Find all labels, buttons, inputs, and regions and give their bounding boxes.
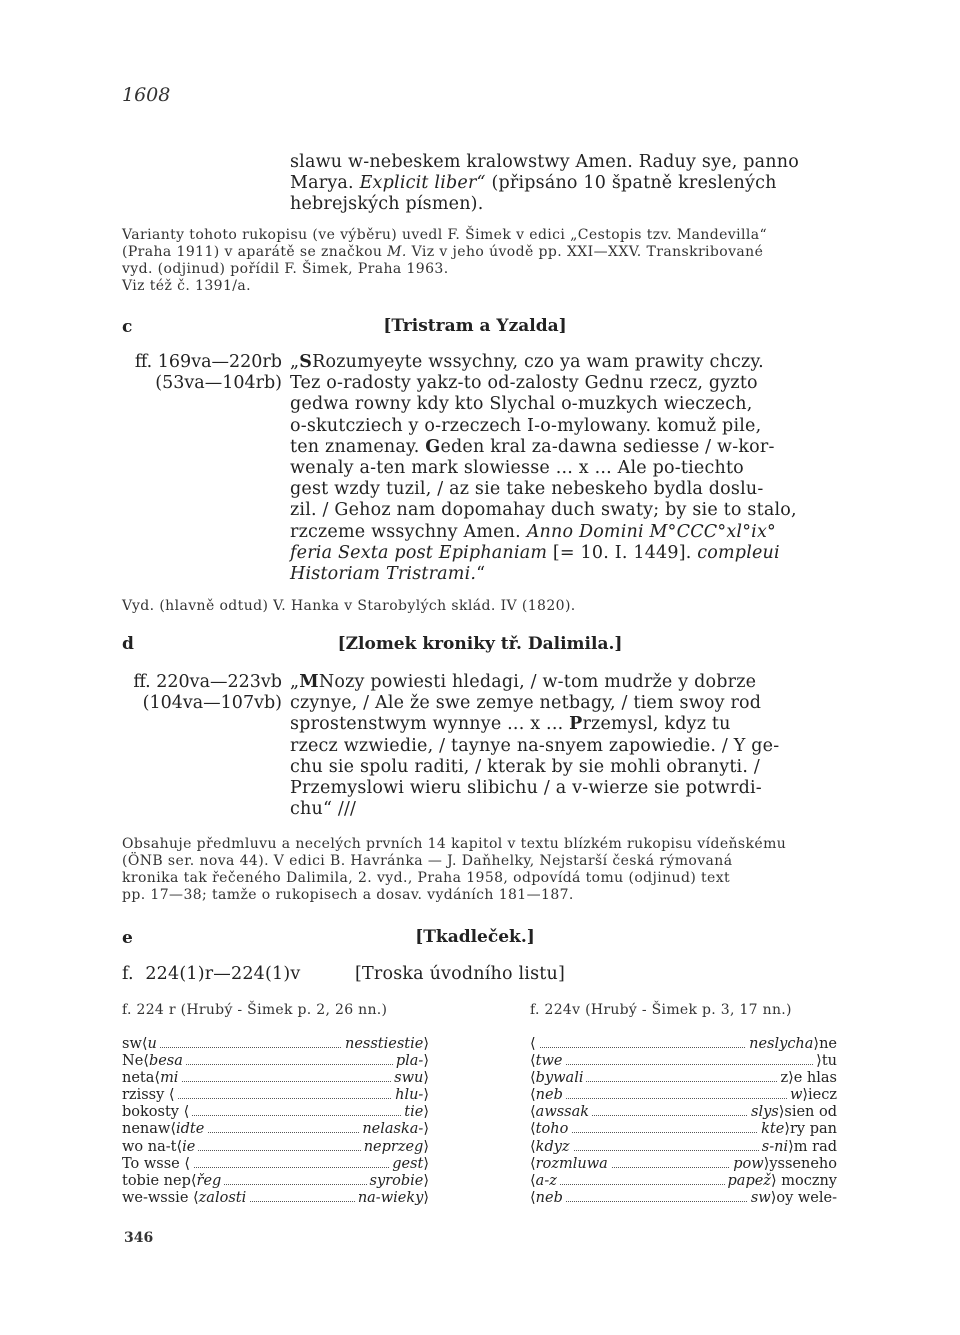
running-head: 1608 (122, 84, 171, 106)
left-fragment-head: f. 224 r (Hrubý - Šimek p. 2, 26 nn.) (122, 1002, 388, 1018)
c-line-8: zil. / Gehoz nam dopomahay duch swaty; by sie to stalo, (290, 500, 797, 521)
fragment-text: ⟩ (423, 1155, 429, 1172)
fragment-text: ⟨ (530, 1138, 536, 1155)
c-quote: „ (290, 352, 300, 372)
fragment-reconstruction: swu (394, 1070, 424, 1087)
right-fragment-row (530, 1173, 837, 1190)
d-note-3: kronika tak řečeného Dalimila, 2. vyd., Praha 1958, odpovídá tomu (odjinud) text (122, 870, 731, 886)
fragment-reconstruction: zalosti (198, 1189, 247, 1206)
fragment-reconstruction: twe (535, 1053, 563, 1070)
fragment-text: ⟩ry pan (784, 1121, 837, 1138)
left-fragment-row-right (392, 1087, 429, 1104)
left-fragment-row (122, 1173, 429, 1190)
right-fragment-row (530, 1087, 837, 1104)
fragment-text: Ne⟨ (122, 1053, 149, 1070)
note-line-2 (122, 244, 837, 261)
fragment-text: nenaw⟨ (122, 1121, 176, 1138)
left-fragment-row-left (122, 1139, 198, 1156)
fragment-reconstruction: sw (750, 1189, 771, 1206)
fragment-reconstruction: slys (751, 1104, 779, 1121)
right-fragment-row-right (730, 1156, 837, 1173)
section-e-folio-title: [Troska úvodního listu] (355, 964, 566, 984)
fragment-reconstruction: hlu- (395, 1087, 424, 1104)
fragment-text: neta⟨ (122, 1070, 161, 1087)
fragment-reconstruction: neb (535, 1189, 563, 1206)
right-fragment-row-left (530, 1173, 560, 1190)
fragment-text: ⟩ (423, 1104, 429, 1121)
fragment-reconstruction: neslycha (749, 1036, 814, 1052)
c-endquote: “ (476, 564, 486, 585)
fragment-reconstruction: na-wieky (357, 1189, 424, 1206)
fragment-reconstruction: a-z (535, 1172, 557, 1189)
top-line-2c: (připsáno 10 špatně kreslených (485, 173, 777, 194)
fragment-text: ⟩ moczny (770, 1172, 837, 1189)
left-fragment-row-right (361, 1139, 429, 1156)
c-initial-g: G (425, 436, 441, 457)
left-fragment-row-right (367, 1173, 429, 1190)
left-fragment-row-left (122, 1190, 249, 1207)
c-line-6: wenaly a-ten mark slowiesse ... x ... Ale po-tiechto (290, 458, 744, 479)
left-fragment-row (122, 1156, 429, 1173)
fragment-text: ⟩m rad (788, 1138, 837, 1155)
c-line-1-text: Rozumyeyte wssychny, czo ya wam prawity chczy. (312, 352, 764, 372)
note-line-3: vyd. (odjinud) pořídil F. Šimek, Praha 1963. (122, 261, 449, 277)
d-line-3 (290, 714, 835, 735)
left-fragment-row (122, 1053, 429, 1070)
d-line-3a: sprostenstwym wynnye ... x ... (290, 714, 570, 735)
top-note (122, 227, 837, 295)
c-line-9 (290, 522, 835, 543)
fragment-text: ⟩iecz (802, 1087, 837, 1104)
c-initial: S (299, 352, 313, 372)
c-line-5c: eden kral za-dawna sediesse / w-kor- (440, 436, 775, 457)
fragment-reconstruction: awssak (535, 1104, 590, 1121)
note-line-2c: Viz v jeho úvodě pp. XXI—XXV. Transkribované (406, 244, 764, 260)
right-fragment-row-left (530, 1156, 611, 1173)
section-c-folio (100, 352, 282, 394)
section-e-title: [Tkadleček.] (415, 927, 535, 947)
fragment-text: ⟩ (423, 1172, 429, 1189)
fragment-text: ⟨ (530, 1036, 536, 1052)
right-fragment-row (530, 1139, 837, 1156)
fragment-text: ⟨ (530, 1070, 536, 1087)
right-fragment-row-left (530, 1070, 586, 1087)
fragment-reconstruction: tie (404, 1104, 424, 1121)
fragment-reconstruction: toho (535, 1121, 569, 1138)
c-line-3: gedwa rowny kdy kto Slychal o-muzkych wieczech, (290, 394, 753, 415)
d-line-3c: rzemysl, kdyz tu (582, 714, 731, 735)
section-e-folio: f. 224(1)r—224(1)v (122, 964, 301, 984)
d-line-7: chu“ /// (290, 799, 357, 820)
d-initial: M (299, 672, 319, 692)
fragment-reconstruction: besa (148, 1053, 183, 1070)
left-fragment-row (122, 1121, 429, 1138)
left-fragment-row (122, 1104, 429, 1121)
left-fragment-row (122, 1070, 429, 1087)
section-d-folio-1: ff. 220va—223vb (133, 672, 282, 692)
fragment-text: ⟩ (423, 1070, 429, 1087)
d-note-4: pp. 17—38; tamže o rukopisech a dosav. vydáních 181—187. (122, 887, 574, 903)
right-fragment-row-right (787, 1087, 837, 1104)
right-fragment-row-left (530, 1190, 566, 1207)
d-line-1-text: Nozy powiesti hledagi, / w-tom mudrže y dobrze (318, 672, 757, 692)
right-fragment-row (530, 1156, 837, 1173)
fragment-reconstruction: nesstiestie (344, 1036, 424, 1052)
fragment-text: sw⟨ (122, 1036, 148, 1052)
right-fragment-row-left (530, 1104, 592, 1121)
right-fragment-row-left (530, 1139, 573, 1156)
c-compleui: compleui (697, 542, 780, 563)
fragment-text: ⟨ (530, 1087, 536, 1104)
fragment-text: ⟩sien od (778, 1104, 837, 1121)
d-line-6: Przemyslowi wieru slibichu / a v-wierze sie potwrdi- (290, 778, 762, 799)
fragment-text: ⟨ (530, 1189, 536, 1206)
fragment-text: ⟩ (423, 1121, 429, 1138)
section-d-folio-2: (104va—107vb) (142, 693, 282, 714)
left-fragment-row-right (401, 1104, 429, 1121)
d-line-1 (290, 672, 835, 693)
fragment-text: ⟩tu (816, 1053, 837, 1070)
top-line-2 (290, 173, 835, 194)
d-note-1: Obsahuje předmluvu a necelých prvních 14 kapitol v textu blízkém rukopisu vídeňskému (122, 836, 787, 852)
right-fragment-row-right (746, 1036, 837, 1053)
fragment-reconstruction: bywali (535, 1070, 584, 1087)
top-line-2a: Marya. (290, 173, 360, 194)
fragment-text: tobie nep⟨ (122, 1172, 197, 1189)
fragment-reconstruction: mi (160, 1070, 179, 1087)
fragment-text: ⟩oy wele- (770, 1189, 837, 1206)
section-d-note (122, 836, 837, 904)
section-c-note: Vyd. (hlavně odtud) V. Hanka v Starobylých sklád. IV (1820). (122, 598, 576, 614)
fragment-reconstruction: nelaska- (362, 1121, 424, 1138)
note-line-1: Varianty tohoto rukopisu (ve výběru) uvedl F. Šimek v edici „Cestopis tzv. Mandevilla“ (122, 227, 768, 243)
fragment-reconstruction: řeg (196, 1172, 222, 1189)
fragment-text: we-wssie ⟨ (122, 1189, 199, 1206)
section-d-letter: d (122, 634, 134, 654)
note-line-4: Viz též č. 1391/a. (122, 278, 251, 294)
section-e-letter: e (122, 928, 133, 948)
section-d-text (290, 672, 835, 820)
section-c-folio-2: (53va—104rb) (155, 373, 282, 394)
right-fragment-row (530, 1104, 837, 1121)
fragment-text: wo na-t⟨ (122, 1138, 183, 1155)
fragment-reconstruction: pow (733, 1155, 764, 1172)
fragment-text: ⟩ne (813, 1036, 837, 1052)
right-fragment-row-right (777, 1070, 837, 1087)
c-line-4: o-skutcziech y o-rzeczech I-o-mylowany. komuž pile, (290, 415, 762, 436)
note-line-2a: (Praha 1911) v aparátě se značkou (122, 244, 388, 260)
c-line-7: gest wzdy tuzil, / az sie take nebeskeho bydla doslu- (290, 479, 764, 500)
c-line-1 (290, 352, 835, 373)
note-siglum: M. (387, 244, 407, 260)
left-fragment-column (122, 1036, 429, 1207)
right-fragment-row-right (759, 1139, 837, 1156)
section-c-folio-1: ff. 169va—220rb (134, 352, 282, 372)
fragment-reconstruction: neprzeg (363, 1138, 424, 1155)
c-line-9a: rzczeme wssychny Amen. (290, 521, 527, 542)
fragment-reconstruction: gest (392, 1155, 424, 1172)
lacuna-dots (530, 1064, 837, 1065)
c-line-5 (290, 437, 835, 458)
right-fragment-row-left (530, 1087, 566, 1104)
right-fragment-column (530, 1036, 837, 1207)
left-fragment-row (122, 1087, 429, 1104)
fragment-text: rzissy ⟨ (122, 1087, 175, 1104)
fragment-text: ⟨ (530, 1121, 536, 1138)
fragment-text: ⟨ (530, 1155, 536, 1172)
right-fragment-row-right (725, 1173, 837, 1190)
left-fragment-row-left (122, 1121, 207, 1138)
left-fragment-row-left (122, 1036, 160, 1053)
fragment-text: ⟩ysseneho (763, 1155, 837, 1172)
fragment-text: ⟩ (423, 1053, 429, 1070)
right-fragment-row-right (813, 1053, 837, 1070)
c-date: [= 10. I. 1449]. (547, 542, 698, 563)
d-line-2: czynye, / Ale že swe zemye netbagy, / tiem swoy rod (290, 693, 762, 714)
fragment-reconstruction: idte (175, 1121, 205, 1138)
fragment-reconstruction: kdyz (535, 1138, 570, 1155)
left-fragment-row-left (122, 1173, 224, 1190)
d-initial-p: P (569, 714, 583, 735)
c-anno-domini: Anno Domini M°CCC°xl°ix° (526, 521, 776, 542)
left-fragment-row (122, 1190, 429, 1207)
fragment-reconstruction: rozmluwa (535, 1155, 608, 1172)
right-fragment-row-left (530, 1036, 539, 1053)
c-historiam: Historiam Tristrami. (290, 564, 477, 585)
right-fragment-row (530, 1190, 837, 1207)
left-fragment-row-left (122, 1070, 181, 1087)
top-line-3: hebrejských písmen). (290, 194, 484, 215)
c-line-10 (290, 543, 835, 564)
left-fragment-row-left (122, 1104, 192, 1121)
fragment-text: ⟩ (423, 1189, 429, 1206)
section-d-title: [Zlomek kroniky tř. Dalimila.] (337, 634, 623, 654)
left-fragment-row-left (122, 1156, 193, 1173)
right-fragment-row-right (758, 1121, 837, 1138)
section-c-text (290, 352, 835, 585)
right-fragment-row-left (530, 1053, 566, 1070)
left-fragment-row-right (391, 1070, 429, 1087)
right-fragment-row (530, 1053, 837, 1070)
fragment-text: bokosty ⟨ (122, 1104, 190, 1121)
left-fragment-row-left (122, 1087, 178, 1104)
c-feria: feria Sexta post Epiphaniam (290, 542, 548, 563)
right-fragment-head: f. 224v (Hrubý - Šimek p. 3, 17 nn.) (530, 1002, 792, 1018)
fragment-text: ⟨ (530, 1053, 536, 1070)
right-fragment-row (530, 1036, 837, 1053)
left-fragment-row-right (393, 1053, 429, 1070)
fragment-text: ⟩ (423, 1138, 429, 1155)
d-line-5: chu sie spolu raditi, / kterak by sie mohli obranyti. / (290, 756, 760, 777)
right-fragment-row (530, 1121, 837, 1138)
top-line-1: slawu w-nebeskem kralowstwy Amen. Raduy sye, panno (290, 152, 799, 172)
explicit-liber: Explicit liber“ (359, 173, 486, 194)
fragment-reconstruction: papež (727, 1172, 771, 1189)
left-fragment-row-left (122, 1053, 186, 1070)
section-c-title: [Tristram a Yzalda] (383, 316, 567, 336)
right-fragment-row-right (748, 1190, 837, 1207)
fragment-text: ⟨ (530, 1172, 536, 1189)
left-fragment-row (122, 1036, 429, 1053)
d-line-4: rzecz wzwiedie, / taynye na-snyem zapowiedie. / Y ge- (290, 735, 780, 756)
right-fragment-row-left (530, 1121, 571, 1138)
d-note-2: (ÖNB ser. nova 44). V edici B. Havránka — J. Daňhelky, Nejstarší česká rýmovaná (122, 853, 733, 869)
left-fragment-row-right (355, 1190, 429, 1207)
fragment-reconstruction: kte (761, 1121, 785, 1138)
section-d-folio (100, 672, 282, 714)
fragment-text: ⟩ (423, 1087, 429, 1104)
fragment-text: z⟩e hlas (780, 1070, 837, 1087)
fragment-reconstruction: w (789, 1087, 803, 1104)
c-line-11 (290, 564, 835, 585)
fragment-reconstruction: u (147, 1036, 157, 1052)
left-fragment-row-right (342, 1036, 429, 1053)
top-text-block (290, 152, 835, 216)
page-number: 346 (124, 1230, 154, 1246)
fragment-reconstruction: syrobie (369, 1172, 424, 1189)
left-fragment-row-right (389, 1156, 429, 1173)
right-fragment-row-right (748, 1104, 837, 1121)
fragment-reconstruction: pla- (395, 1053, 424, 1070)
left-fragment-row (122, 1139, 429, 1156)
fragment-reconstruction: neb (535, 1087, 563, 1104)
fragment-text: To wsse ⟨ (122, 1155, 191, 1172)
fragment-text: ⟨ (530, 1104, 536, 1121)
right-fragment-row (530, 1070, 837, 1087)
fragment-reconstruction: s-ni (761, 1138, 789, 1155)
fragment-reconstruction: ie (182, 1138, 196, 1155)
fragment-text: ⟩ (423, 1036, 429, 1052)
left-fragment-row-right (359, 1121, 429, 1138)
c-line-2: Tez o-radosty yakz-to od-zalosty Gednu rzecz, gyzto (290, 373, 758, 394)
c-line-5a: ten znamenay. (290, 436, 426, 457)
d-quote: „ (290, 672, 300, 692)
section-c-letter: c (122, 317, 133, 337)
